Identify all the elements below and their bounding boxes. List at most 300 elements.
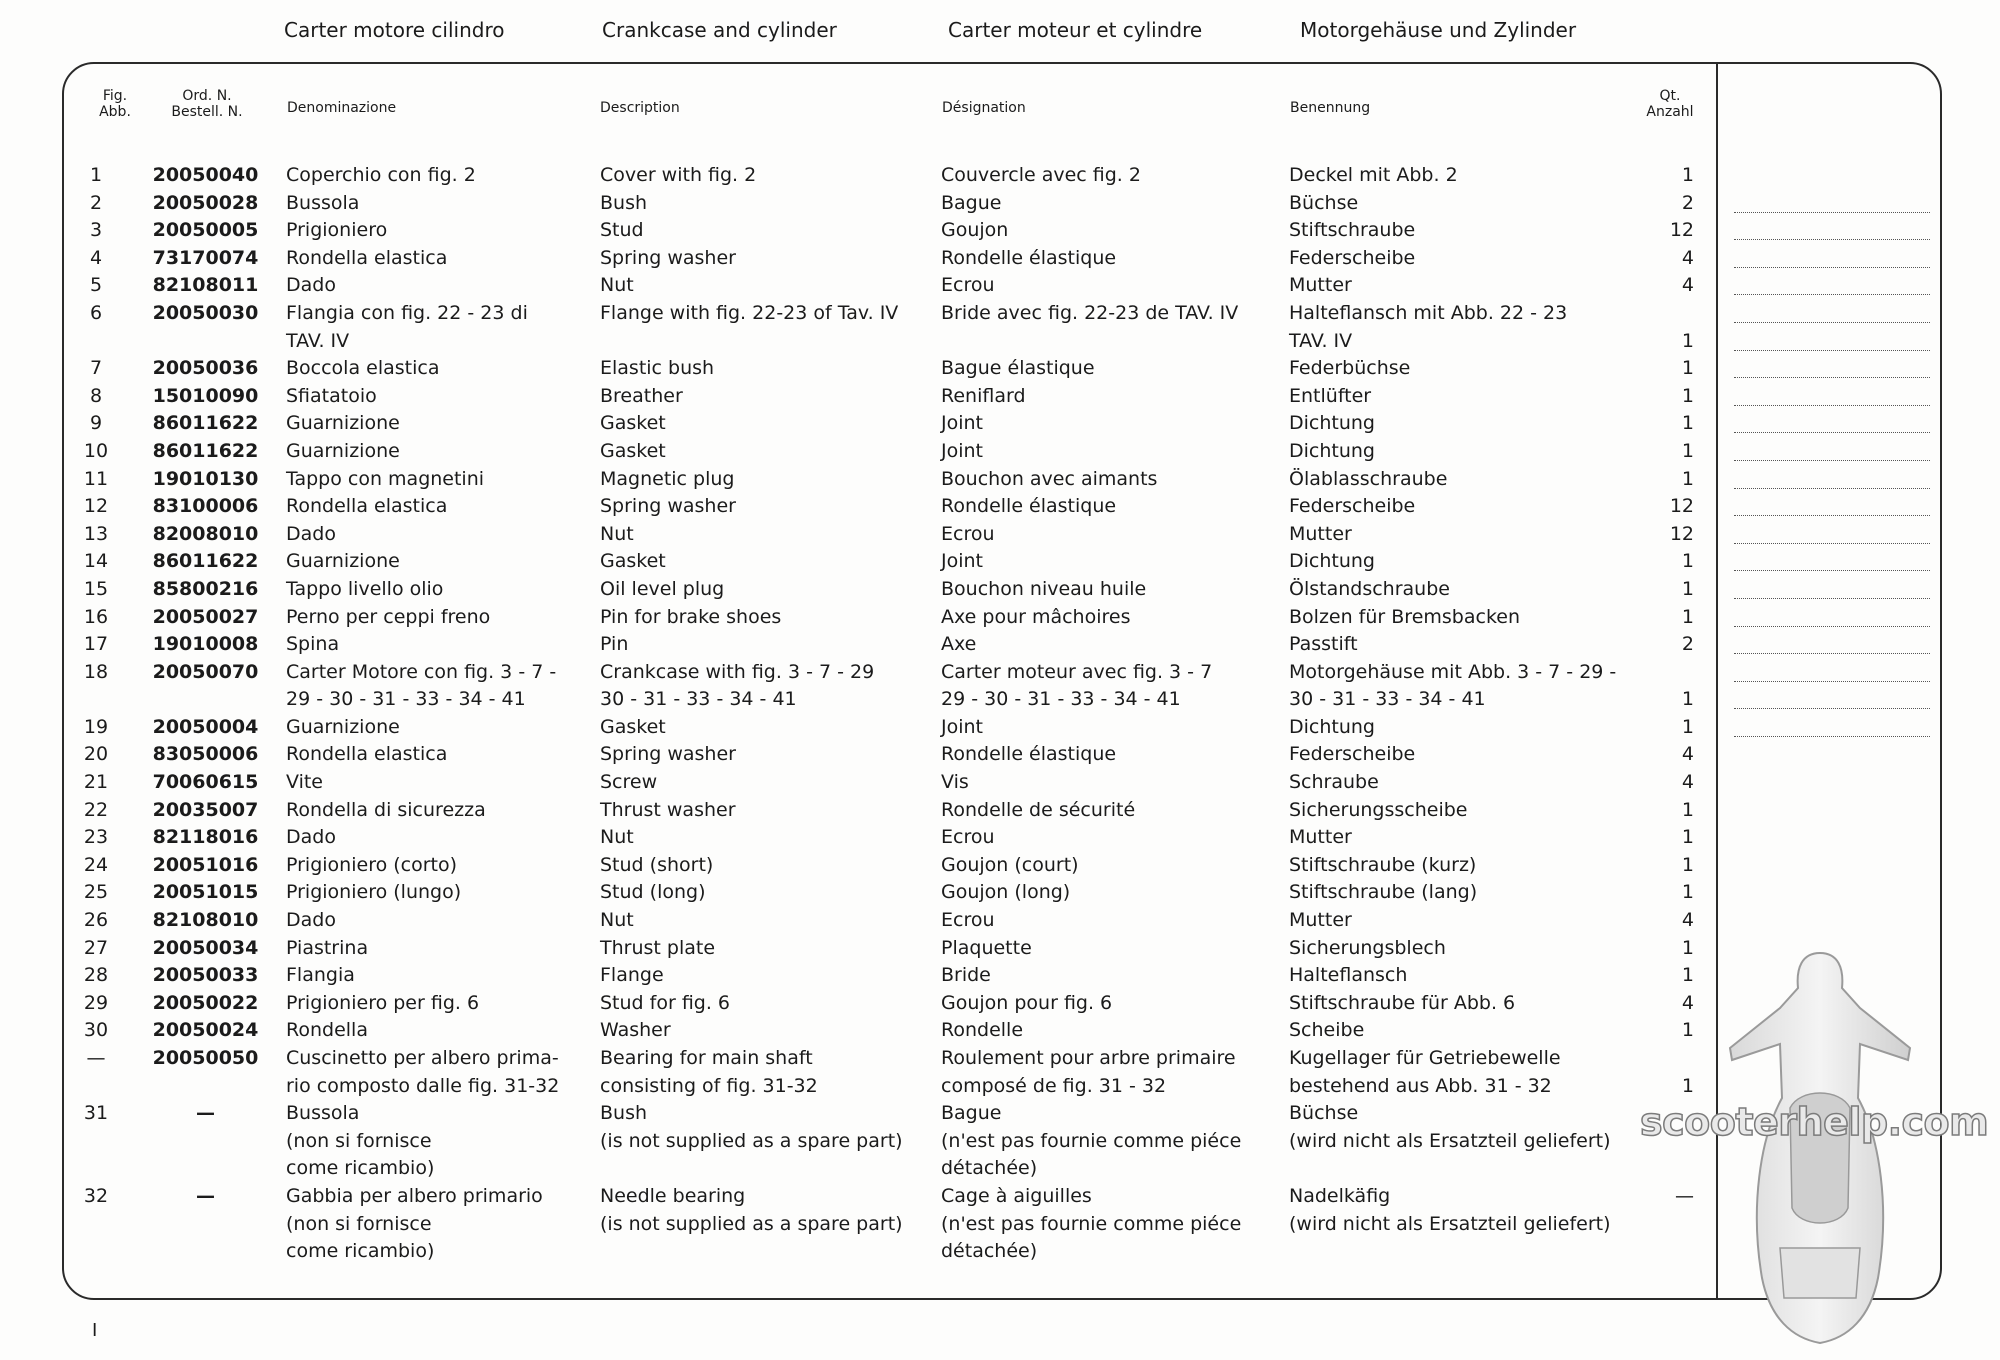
cell-de: Halteflansch [1289, 964, 1408, 987]
cell-it: Vite [286, 771, 323, 794]
cell-de: Dichtung [1289, 715, 1375, 738]
cell-en: Nut [600, 909, 634, 932]
cell-en: Bush [600, 191, 648, 214]
cell-fig: 18 [83, 660, 109, 683]
cell-fr: Goujon pour fig. 6 [941, 991, 1113, 1014]
cell-de: Dichtung [1289, 412, 1375, 435]
table-row [0, 300, 1720, 355]
cell-fr: Couvercle avec fig. 2 [941, 164, 1141, 186]
cell-fr: Bouchon niveau huile [941, 577, 1147, 600]
cell-qty: 1 [1681, 964, 1694, 987]
cell-fr: Bride [941, 964, 991, 987]
cell-fr: Bague [941, 191, 1002, 214]
cell-de: Federbüchse [1289, 357, 1411, 380]
cell-it: Guarnizione [286, 439, 400, 462]
cell-qty: 4 [1681, 743, 1694, 766]
table-row [0, 852, 1720, 880]
cell-fig: 19 [83, 715, 109, 738]
cell-de: Dichtung [1289, 550, 1375, 573]
cell-en: Elastic bush [600, 357, 715, 380]
cell-en: Cover with fig. 2 [600, 164, 757, 186]
cell-qty: 4 [1681, 991, 1694, 1014]
cell-fr: Reniflard [941, 384, 1026, 407]
section-titles [0, 18, 2000, 48]
watermark-text: scooterhelp.com [1640, 1100, 1989, 1144]
table-row [0, 824, 1720, 852]
cell-fig: 10 [83, 439, 109, 462]
table-row [0, 162, 1720, 190]
cell-en: Spring washer [600, 743, 736, 766]
title-de: Motorgehäuse und Zylinder [1300, 18, 1577, 42]
cell-en: Magnetic plug [600, 467, 735, 490]
note-line [1734, 544, 1930, 572]
cell-fig: 4 [89, 246, 103, 269]
cell-de: Mutter [1289, 522, 1352, 545]
table-row [0, 466, 1720, 494]
cell-de: Stiftschraube für Abb. 6 [1289, 991, 1516, 1014]
cell-it: Prigioniero (lungo) [286, 881, 462, 904]
cell-ord: 19010130 [152, 467, 259, 490]
cell-de: Stiftschraube [1289, 219, 1416, 242]
cell-fig: 13 [83, 522, 109, 545]
cell-it: Perno per ceppi freno [286, 605, 491, 628]
cell-it: Dado [286, 274, 336, 297]
cell-fig: 24 [83, 853, 109, 876]
cell-qty: 1 [1681, 715, 1694, 738]
table-row [0, 879, 1720, 907]
cell-fr: Goujon (court) [941, 853, 1079, 876]
cell-en: Gasket [600, 439, 666, 462]
cell-it: Carter Motore con fig. 3 - 7 - 29 - 30 - 31 - 33 - 34 - 41 [286, 660, 557, 711]
cell-en: Nut [600, 826, 634, 849]
cell-fig: 29 [83, 991, 109, 1014]
cell-en: Pin for brake shoes [600, 605, 782, 628]
cell-ord: 82118016 [152, 826, 259, 849]
cell-ord: 83050006 [152, 743, 259, 766]
cell-ord: 19010008 [152, 633, 259, 656]
cell-fr: Ecrou [941, 274, 995, 297]
cell-de: Dichtung [1289, 439, 1375, 462]
note-line [1734, 461, 1930, 489]
cell-it: Tappo con magnetini [286, 467, 485, 490]
cell-it: Guarnizione [286, 412, 400, 435]
cell-en: Stud [600, 219, 644, 242]
note-line [1734, 295, 1930, 323]
table-row [0, 714, 1720, 742]
cell-it: Coperchio con fig. 2 [286, 164, 476, 186]
header-fr: Désignation [942, 100, 1026, 116]
cell-en: Bush (is not supplied as a spare part) [600, 1102, 903, 1152]
table-row [0, 1100, 1720, 1183]
cell-ord: 82108011 [152, 274, 259, 297]
cell-fig: 3 [89, 219, 103, 242]
note-line [1734, 240, 1930, 268]
cell-fig: 5 [89, 274, 103, 297]
note-line [1734, 489, 1930, 517]
table-row [0, 383, 1720, 411]
header-en: Description [600, 100, 680, 116]
cell-ord: 20051016 [152, 853, 259, 876]
cell-fr: Carter moteur avec fig. 3 - 7 29 - 30 - 31 - 33 - 34 - 41 [941, 660, 1213, 711]
cell-ord: 73170074 [152, 246, 259, 269]
cell-de: Büchse (wird nicht als Ersatzteil geliefert) [1289, 1102, 1611, 1152]
table-row [0, 1045, 1720, 1100]
cell-en: Nut [600, 274, 634, 297]
cell-ord: 20051015 [152, 881, 259, 904]
cell-ord: 20050033 [152, 964, 259, 987]
cell-de: Federscheibe [1289, 495, 1416, 518]
table-row [0, 245, 1720, 273]
note-line [1734, 516, 1930, 544]
cell-fr: Axe [941, 633, 977, 656]
note-line [1734, 654, 1930, 682]
cell-fr: Bouchon avec aimants [941, 467, 1158, 490]
cell-en: Nut [600, 522, 634, 545]
cell-fig: 25 [83, 881, 109, 904]
cell-fig: 15 [83, 577, 109, 600]
table-row [0, 797, 1720, 825]
cell-qty: 1 [1681, 881, 1694, 904]
cell-fig: 1 [89, 164, 103, 186]
cell-qty: 1 [1681, 1074, 1694, 1097]
note-line [1734, 378, 1930, 406]
table-row [0, 935, 1720, 963]
table-row [0, 410, 1720, 438]
page-mark: I [92, 1320, 98, 1341]
cell-ord: 86011622 [152, 412, 259, 435]
note-line [1734, 268, 1930, 296]
note-line [1734, 323, 1930, 351]
cell-qty: 1 [1681, 798, 1694, 821]
cell-ord: 20050070 [152, 660, 259, 683]
cell-de: Mutter [1289, 274, 1352, 297]
cell-ord: 20050030 [152, 301, 259, 324]
cell-qty: 1 [1681, 936, 1694, 959]
cell-it: Bussola (non si fornisce come ricambio) [286, 1102, 435, 1180]
cell-it: Spina [286, 633, 340, 656]
cell-ord: 15010090 [152, 384, 259, 407]
cell-en: Pin [600, 633, 629, 656]
cell-fig: 26 [83, 909, 109, 932]
cell-qty: 1 [1681, 412, 1694, 435]
cell-qty: 1 [1681, 357, 1694, 380]
cell-de: Mutter [1289, 909, 1352, 932]
note-line [1734, 599, 1930, 627]
cell-fig: 2 [89, 191, 103, 214]
cell-qty: 2 [1681, 633, 1694, 656]
cell-it: Rondella elastica [286, 246, 448, 269]
cell-en: Gasket [600, 715, 666, 738]
table-row [0, 741, 1720, 769]
table-row [0, 631, 1720, 659]
cell-fr: Rondelle élastique [941, 743, 1117, 766]
table-row [0, 604, 1720, 632]
scooter-watermark-image [1720, 948, 1920, 1348]
cell-qty: 1 [1681, 329, 1694, 352]
cell-fig: 23 [83, 826, 109, 849]
note-line [1734, 682, 1930, 710]
title-it: Carter motore cilindro [284, 18, 505, 42]
cell-en: Screw [600, 771, 658, 794]
table-row [0, 217, 1720, 245]
cell-en: Flange with fig. 22-23 of Tav. IV [600, 301, 899, 324]
cell-fr: Rondelle [941, 1019, 1024, 1042]
cell-de: Federscheibe [1289, 246, 1416, 269]
cell-en: Breather [600, 384, 683, 407]
cell-fr: Ecrou [941, 522, 995, 545]
cell-it: Flangia con fig. 22 - 23 di TAV. IV [286, 301, 528, 352]
note-line [1734, 571, 1930, 599]
cell-ord: 85800216 [152, 577, 259, 600]
note-line [1734, 709, 1930, 737]
cell-qty: 4 [1681, 246, 1694, 269]
header-fig: Fig. Abb. [99, 88, 131, 120]
cell-it: Prigioniero (corto) [286, 853, 458, 876]
cell-ord: 20050027 [152, 605, 259, 628]
cell-it: Rondella elastica [286, 743, 448, 766]
note-line [1734, 406, 1930, 434]
cell-fig: 14 [83, 550, 109, 573]
cell-ord: 20050022 [152, 991, 259, 1014]
note-line [1734, 213, 1930, 241]
table-row [0, 907, 1720, 935]
cell-fr: Axe pour mâchoires [941, 605, 1131, 628]
cell-fig: 32 [83, 1184, 109, 1207]
cell-ord: — [196, 1102, 215, 1125]
cell-it: Flangia [286, 964, 355, 987]
cell-qty: 1 [1681, 1019, 1694, 1042]
cell-en: Spring washer [600, 246, 736, 269]
cell-qty: 12 [1669, 219, 1694, 242]
cell-fr: Joint [941, 550, 983, 573]
cell-fig: — [86, 1047, 106, 1069]
cell-fig: 27 [83, 936, 109, 959]
parts-table [0, 162, 1720, 1266]
cell-ord: 20050004 [152, 715, 259, 738]
cell-ord: 70060615 [152, 771, 259, 794]
cell-qty: — [1675, 1184, 1694, 1207]
cell-en: Thrust washer [600, 798, 736, 821]
table-row [0, 438, 1720, 466]
cell-qty: 1 [1681, 826, 1694, 849]
cell-en: Stud (short) [600, 853, 714, 876]
cell-ord: 20050024 [152, 1019, 259, 1042]
note-line [1734, 627, 1930, 655]
table-row [0, 769, 1720, 797]
cell-it: Prigioniero per fig. 6 [286, 991, 480, 1014]
cell-de: Stiftschraube (kurz) [1289, 853, 1477, 876]
table-row [0, 1183, 1720, 1266]
cell-qty: 1 [1681, 577, 1694, 600]
cell-it: Cuscinetto per albero prima- rio composto dalle fig. 31-32 [286, 1047, 560, 1097]
cell-fr: Rondelle de sécurité [941, 798, 1136, 821]
cell-ord: 20050005 [152, 219, 259, 242]
cell-fig: 17 [83, 633, 109, 656]
cell-en: Thrust plate [600, 936, 716, 959]
table-row [0, 355, 1720, 383]
cell-fr: Goujon [941, 219, 1009, 242]
cell-fr: Ecrou [941, 826, 995, 849]
table-row [0, 272, 1720, 300]
cell-qty: 1 [1681, 439, 1694, 462]
table-row [0, 190, 1720, 218]
cell-fr: Joint [941, 439, 983, 462]
cell-ord: 20035007 [152, 798, 259, 821]
cell-de: Passtift [1289, 633, 1358, 656]
cell-de: Schraube [1289, 771, 1379, 794]
cell-de: Sicherungsblech [1289, 936, 1446, 959]
cell-de: Sicherungsscheibe [1289, 798, 1468, 821]
cell-it: Guarnizione [286, 550, 400, 573]
cell-en: Needle bearing (is not supplied as a spare part) [600, 1184, 903, 1235]
cell-fig: 7 [89, 357, 103, 380]
cell-it: Sfiatatoio [286, 384, 377, 407]
cell-ord: 20050050 [152, 1047, 259, 1069]
cell-it: Gabbia per albero primario (non si fornisce come ricambio) [286, 1184, 543, 1263]
cell-it: Piastrina [286, 936, 369, 959]
cell-qty: 4 [1681, 274, 1694, 297]
cell-ord: 20050034 [152, 936, 259, 959]
cell-qty: 4 [1681, 771, 1694, 794]
cell-fig: 28 [83, 964, 109, 987]
cell-fig: 8 [89, 384, 103, 407]
table-row [0, 548, 1720, 576]
table-row [0, 1017, 1720, 1045]
cell-qty: 1 [1681, 467, 1694, 490]
cell-fr: Vis [941, 771, 969, 794]
header-de: Benennung [1290, 100, 1371, 116]
cell-qty: 1 [1681, 384, 1694, 407]
notes-column [1734, 185, 1930, 737]
cell-fr: Goujon (long) [941, 881, 1071, 904]
cell-fig: 12 [83, 495, 109, 518]
cell-en: Spring washer [600, 495, 736, 518]
cell-fr: Bague (n'est pas fournie comme piéce détachée) [941, 1102, 1242, 1180]
cell-de: Deckel mit Abb. 2 [1289, 164, 1458, 186]
cell-it: Rondella elastica [286, 495, 448, 518]
cell-en: Flange [600, 964, 664, 987]
cell-fig: 22 [83, 798, 109, 821]
cell-fr: Roulement pour arbre primaire composé de fig. 31 - 32 [941, 1047, 1236, 1097]
header-qty: Qt. Anzahl [1646, 88, 1694, 120]
table-row [0, 990, 1720, 1018]
table-row [0, 576, 1720, 604]
cell-fig: 21 [83, 771, 109, 794]
cell-en: Stud (long) [600, 881, 706, 904]
cell-en: Gasket [600, 550, 666, 573]
cell-it: Guarnizione [286, 715, 400, 738]
cell-de: Büchse [1289, 191, 1359, 214]
cell-en: Stud for fig. 6 [600, 991, 731, 1014]
cell-en: Oil level plug [600, 577, 725, 600]
header-it: Denominazione [287, 100, 397, 116]
cell-ord: 20050036 [152, 357, 259, 380]
note-line [1734, 351, 1930, 379]
cell-fr: Cage à aiguilles (n'est pas fournie comme piéce détachée) [941, 1184, 1242, 1263]
cell-qty: 1 [1681, 550, 1694, 573]
cell-de: Mutter [1289, 826, 1352, 849]
header-ord: Ord. N. Bestell. N. [171, 88, 243, 120]
cell-de: Stiftschraube (lang) [1289, 881, 1478, 904]
cell-ord: 86011622 [152, 439, 259, 462]
cell-de: Bolzen für Bremsbacken [1289, 605, 1520, 628]
table-row [0, 659, 1720, 714]
note-line [1734, 185, 1930, 213]
cell-it: Bussola [286, 191, 360, 214]
cell-qty: 4 [1681, 909, 1694, 932]
cell-en: Crankcase with fig. 3 - 7 - 29 30 - 31 - 33 - 34 - 41 [600, 660, 875, 711]
cell-qty: 1 [1681, 853, 1694, 876]
title-en: Crankcase and cylinder [602, 18, 837, 42]
cell-de: Kugellager für Getriebewelle bestehend aus Abb. 31 - 32 [1289, 1047, 1561, 1097]
cell-qty: 12 [1669, 522, 1694, 545]
cell-de: Ölablasschraube [1289, 467, 1448, 490]
cell-de: Halteflansch mit Abb. 22 - 23 TAV. IV [1289, 301, 1568, 352]
cell-it: Dado [286, 909, 336, 932]
cell-ord: 83100006 [152, 495, 259, 518]
cell-fr: Rondelle élastique [941, 246, 1117, 269]
cell-ord: 20050040 [152, 164, 259, 186]
cell-it: Dado [286, 522, 336, 545]
cell-de: Motorgehäuse mit Abb. 3 - 7 - 29 - 30 - 31 - 33 - 34 - 41 [1289, 660, 1617, 711]
cell-de: Federscheibe [1289, 743, 1416, 766]
cell-en: Washer [600, 1019, 671, 1042]
cell-fig: 9 [89, 412, 103, 435]
cell-fig: 16 [83, 605, 109, 628]
cell-it: Boccola elastica [286, 357, 440, 380]
cell-en: Bearing for main shaft consisting of fig. 31-32 [600, 1047, 818, 1097]
cell-it: Dado [286, 826, 336, 849]
cell-qty: 1 [1681, 688, 1694, 711]
cell-fig: 11 [83, 467, 109, 490]
title-fr: Carter moteur et cylindre [948, 18, 1203, 42]
cell-fr: Plaquette [941, 936, 1032, 959]
cell-ord: 82008010 [152, 522, 259, 545]
cell-ord: — [196, 1184, 215, 1207]
table-row [0, 962, 1720, 990]
cell-fr: Ecrou [941, 909, 995, 932]
cell-de: Entlüfter [1289, 384, 1372, 407]
cell-ord: 82108010 [152, 909, 259, 932]
cell-fig: 30 [83, 1019, 109, 1042]
cell-qty: 12 [1669, 495, 1694, 518]
cell-it: Rondella [286, 1019, 368, 1042]
cell-ord: 20050028 [152, 191, 259, 214]
cell-fr: Bague élastique [941, 357, 1095, 380]
cell-ord: 86011622 [152, 550, 259, 573]
table-row [0, 521, 1720, 549]
cell-qty: 2 [1681, 191, 1694, 214]
cell-it: Prigioniero [286, 219, 388, 242]
table-row [0, 493, 1720, 521]
cell-de: Scheibe [1289, 1019, 1365, 1042]
cell-it: Tappo livello olio [286, 577, 444, 600]
cell-en: Gasket [600, 412, 666, 435]
cell-fig: 6 [89, 301, 103, 324]
cell-fr: Joint [941, 412, 983, 435]
cell-it: Rondella di sicurezza [286, 798, 486, 821]
cell-qty: 1 [1681, 605, 1694, 628]
cell-de: Nadelkäfig (wird nicht als Ersatzteil geliefert) [1289, 1184, 1611, 1235]
cell-fr: Bride avec fig. 22-23 de TAV. IV [941, 301, 1239, 324]
cell-fr: Rondelle élastique [941, 495, 1117, 518]
cell-fig: 31 [83, 1102, 109, 1125]
cell-fr: Joint [941, 715, 983, 738]
cell-qty: 1 [1681, 164, 1694, 186]
note-line [1734, 433, 1930, 461]
cell-fig: 20 [83, 743, 109, 766]
cell-de: Ölstandschraube [1289, 577, 1450, 600]
